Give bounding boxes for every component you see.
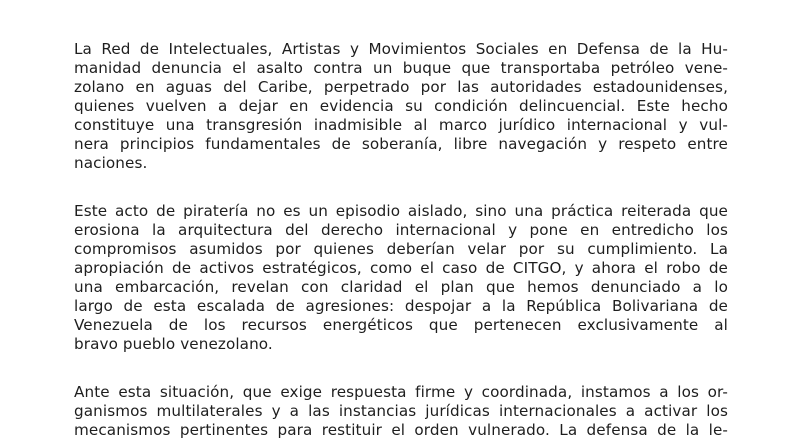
text-line: una embarcación, revelan con claridad el plan que hemos denunciado a lo <box>74 278 728 296</box>
paragraph-pirateria <box>74 202 728 354</box>
text-line: zolano en aguas del Caribe, perpetrado por las autoridades estadounidenses, <box>74 78 728 96</box>
text-line: Venezuela de los recursos energéticos que pertenecen exclusivamente al <box>74 316 728 334</box>
text-line: erosiona la arquitectura del derecho internacional y pone en entredicho los <box>74 221 728 239</box>
text-line: apropiación de activos estratégicos, como el caso de CITGO, y ahora el robo de <box>74 259 728 277</box>
text-line: naciones. <box>74 154 148 172</box>
text-line: manidad denuncia el asalto contra un buque que transportaba petróleo vene- <box>74 59 728 77</box>
text-line: largo de esta escalada de agresiones: despojar a la República Bolivariana de <box>74 297 728 315</box>
text-line: constituye una transgresión inadmisible al marco jurídico internacional y vul- <box>74 116 728 134</box>
text-line: ganismos multilaterales y a las instancias jurídicas internacionales a activar los <box>74 402 728 420</box>
text-line: Ante esta situación, que exige respuesta firme y coordinada, instamos a los or- <box>74 383 728 401</box>
text-line: La Red de Intelectuales, Artistas y Movimientos Sociales en Defensa de la Hu- <box>74 40 728 58</box>
text-line: quienes vuelven a dejar en evidencia su condición delincuencial. Este hecho <box>74 97 728 115</box>
text-line: compromisos asumidos por quienes deberían velar por su cumplimiento. La <box>74 240 728 258</box>
text-line: nera principios fundamentales de soberanía, libre navegación y respeto entre <box>74 135 728 153</box>
paragraph-exhorto <box>74 383 728 440</box>
text-line: mecanismos pertinentes para restituir el orden vulnerado. La defensa de la le- <box>74 421 728 439</box>
text-line: Este acto de piratería no es un episodio aislado, sino una práctica reiterada que <box>74 202 728 220</box>
paragraph-denuncia <box>74 40 728 173</box>
text-line: bravo pueblo venezolano. <box>74 335 273 353</box>
